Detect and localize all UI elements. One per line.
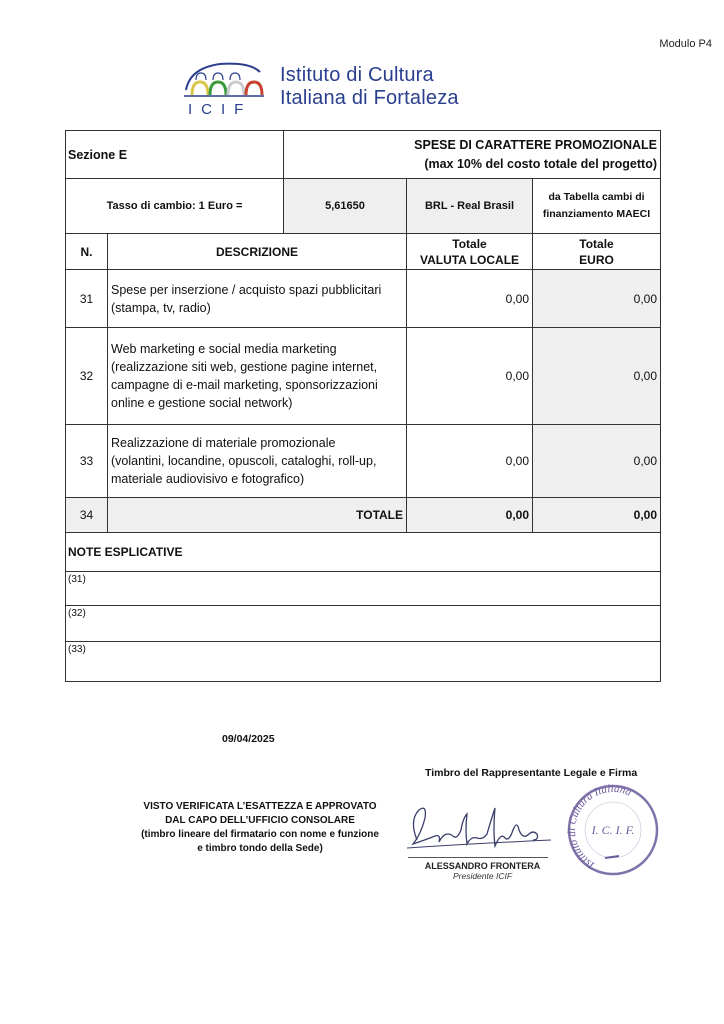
- logo-line-2: Italiana di Fortaleza: [280, 87, 459, 109]
- expense-table: [65, 130, 661, 682]
- exchange-rate-value[interactable]: 5,61650: [284, 179, 407, 234]
- column-header-row: [66, 234, 661, 270]
- module-label: Modulo P4: [659, 38, 712, 50]
- header-local-total: Totale VALUTA LOCALE: [407, 234, 533, 270]
- table-row: [66, 270, 661, 328]
- signature-line: [408, 857, 548, 858]
- header-number: N.: [66, 234, 108, 270]
- handwritten-signature-icon: [405, 800, 555, 856]
- svg-text:ICIF: ICIF: [188, 101, 253, 116]
- row-euro-total: 0,00: [533, 425, 661, 498]
- signer-name: ALESSANDRO FRONTERA: [424, 861, 541, 871]
- total-euro: 0,00: [533, 498, 661, 533]
- exchange-rate-label: Tasso di cambio: 1 Euro =: [66, 179, 284, 234]
- table-row: [66, 328, 661, 425]
- notes-title: NOTE ESPLICATIVE: [66, 533, 661, 572]
- exchange-rate-source: da Tabella cambi di finanziamento MAECI: [533, 179, 661, 234]
- note-field-32[interactable]: (32): [66, 606, 661, 642]
- total-row: [66, 498, 661, 533]
- document-date: 09/04/2025: [222, 733, 275, 745]
- row-number: 31: [66, 270, 108, 328]
- row-description: Web marketing e social media marketing (realizzazione siti web, gestione pagine internet, campagne di e-mail marketing, sponsorizzazioni online e gestione social network): [108, 328, 407, 425]
- row-number: 33: [66, 425, 108, 498]
- signer-role: Presidente ICIF: [452, 871, 513, 881]
- total-number: 34: [66, 498, 108, 533]
- section-label: Sezione E: [66, 131, 284, 179]
- row-euro-total: 0,00: [533, 270, 661, 328]
- section-header-row: [66, 131, 661, 179]
- exchange-rate-currency: BRL - Real Brasil: [407, 179, 533, 234]
- row-local-total[interactable]: 0,00: [407, 270, 533, 328]
- logo-line-1: Istituto di Cultura: [280, 64, 434, 86]
- total-label: TOTALE: [108, 498, 407, 533]
- notes-header-row: [66, 533, 661, 572]
- row-description: Realizzazione di materiale promozionale (volantini, locandine, opuscoli, cataloghi, roll-up, materiale audiovisivo e fotografico): [108, 425, 407, 498]
- colosseum-arches-logo-icon: [180, 60, 268, 116]
- note-row: [66, 606, 661, 642]
- icif-logo: [180, 60, 480, 116]
- note-row: [66, 572, 661, 606]
- header-description: DESCRIZIONE: [108, 234, 407, 270]
- row-euro-total: 0,00: [533, 328, 661, 425]
- total-local: 0,00: [407, 498, 533, 533]
- exchange-rate-row: [66, 179, 661, 234]
- note-row: [66, 642, 661, 682]
- stamp-signature-label: Timbro del Rappresentante Legale e Firma: [425, 767, 638, 779]
- note-field-33[interactable]: (33): [66, 642, 661, 682]
- section-title: SPESE DI CARATTERE PROMOZIONALE (max 10% del costo totale del progetto): [284, 131, 661, 179]
- consular-approval-block: VISTO VERIFICATA L’ESATTEZZA E APPROVATO DAL CAPO DELL’UFFICIO CONSOLARE (timbro lineare del firmatario con nome e funzione e timbro tondo della Sede): [141, 801, 379, 854]
- row-number: 32: [66, 328, 108, 425]
- table-row: [66, 425, 661, 498]
- row-local-total[interactable]: 0,00: [407, 425, 533, 498]
- svg-text:I. C. I. F.: I. C. I. F.: [591, 823, 635, 837]
- svg-text:Istituto di Cultura Italiana: Istituto di Cultura Italiana: [566, 782, 634, 872]
- round-stamp-icon: [565, 780, 661, 878]
- row-description: Spese per inserzione / acquisto spazi pubblicitari (stampa, tv, radio): [108, 270, 407, 328]
- row-local-total[interactable]: 0,00: [407, 328, 533, 425]
- note-field-31[interactable]: (31): [66, 572, 661, 606]
- header-euro-total: Totale EURO: [533, 234, 661, 270]
